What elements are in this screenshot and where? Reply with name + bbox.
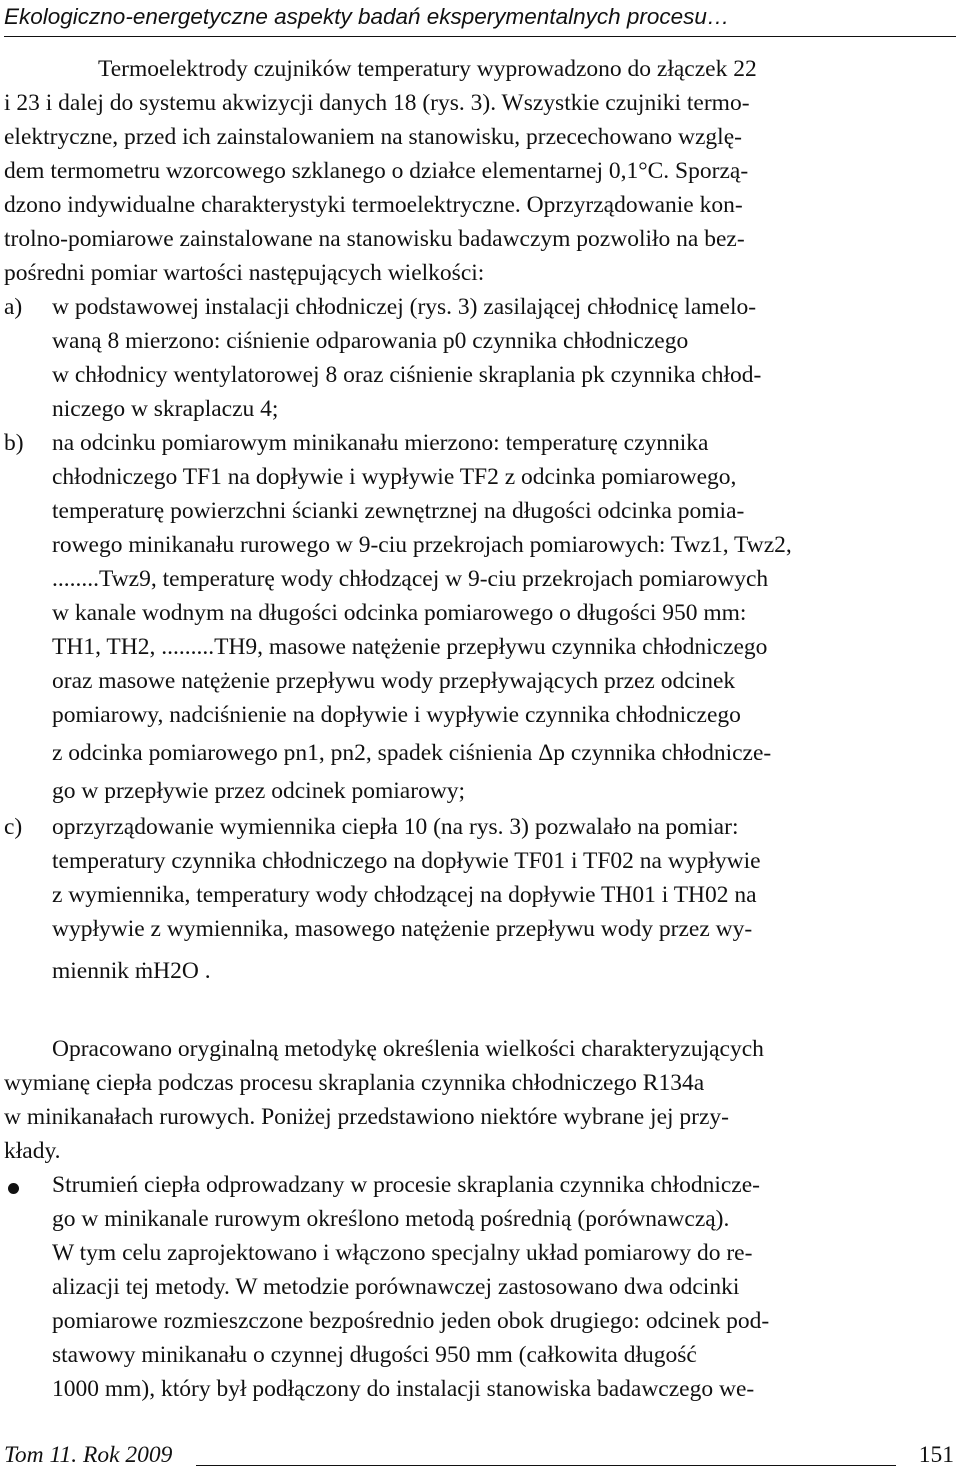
bullet-line: 1000 mm), który był podłączony do instalacji stanowiska badawczego we-: [52, 1376, 755, 1402]
list-line: rowego minikanału rurowego w 9-ciu przekrojach pomiarowych: Twz1, Twz2,: [52, 532, 792, 558]
paragraph-line: w minikanałach rurowych. Poniżej przedstawiono niektóre wybrane jej przy-: [4, 1104, 729, 1130]
paragraph-line: wymianę ciepła podczas procesu skraplania czynnika chłodniczego R134a: [4, 1070, 705, 1096]
bullet-line: Strumień ciepła odprowadzany w procesie skraplania czynnika chłodnicze-: [52, 1172, 760, 1198]
running-header: Ekologiczno-energetyczne aspekty badań eksperymentalnych procesu…: [4, 4, 730, 29]
list-line: TH1, TH2, .........TH9, masowe natężenie przepływu czynnika chłodniczego: [52, 634, 768, 660]
paragraph-line: kłady.: [4, 1138, 61, 1164]
list-line: ........Twz9, temperaturę wody chłodzącej w 9-ciu przekrojach pomiarowych: [52, 566, 769, 592]
paragraph-line: trolno-pomiarowe zainstalowane na stanowisku badawczym pozwoliło na bez-: [4, 226, 745, 252]
list-label-c: c): [4, 814, 23, 840]
list-line: z wymiennika, temperatury wody chłodzącej na dopływie TH01 i TH02 na: [52, 882, 757, 908]
bullet-line: pomiarowe rozmieszczone bezpośrednio jeden obok drugiego: odcinek pod-: [52, 1308, 770, 1334]
list-line: oprzyrządowanie wymiennika ciepła 10 (na rys. 3) pozwalało na pomiar:: [52, 814, 739, 840]
list-line: niczego w skraplaczu 4;: [52, 396, 279, 422]
paragraph-line: Opracowano oryginalną metodykę określenia wielkości charakteryzujących: [52, 1036, 764, 1062]
list-line: wypływie z wymiennika, masowego natężenie przepływu wody przez wy-: [52, 916, 753, 942]
paragraph-line: elektryczne, przed ich zainstalowaniem na stanowisku, przecechowano wzglę-: [4, 124, 742, 150]
list-line: temperaturę powierzchni ścianki zewnętrznej na długości odcinka pomia-: [52, 498, 745, 524]
bullet-line: alizacji tej metody. W metodzie porównawczej zastosowano dwa odcinki: [52, 1274, 740, 1300]
bullet-line: stawowy minikanału o czynnej długości 950 mm (całkowita długość: [52, 1342, 697, 1368]
list-line: chłodniczego TF1 na dopływie i wypływie TF2 z odcinka pomiarowego,: [52, 464, 737, 490]
list-line: oraz masowe natężenie przepływu wody przepływających przez odcinek: [52, 668, 736, 694]
list-line: z odcinka pomiarowego pn1, pn2, spadek ciśnienia Δp czynnika chłodnicze-: [52, 740, 772, 766]
bullet-line: W tym celu zaprojektowano i włączono specjalny układ pomiarowy do re-: [52, 1240, 753, 1266]
paragraph-line: dzono indywidualne charakterystyki termoelektryczne. Oprzyrządowanie kon-: [4, 192, 743, 218]
list-line: temperatury czynnika chłodniczego na dopływie TF01 i TF02 na wypływie: [52, 848, 761, 874]
list-line: pomiarowy, nadciśnienie na dopływie i wypływie czynnika chłodniczego: [52, 702, 741, 728]
list-line: w kanale wodnym na długości odcinka pomiarowego o długości 950 mm:: [52, 600, 747, 626]
footer-journal: Tom 11. Rok 2009: [4, 1442, 173, 1468]
bullet-icon: [8, 1183, 19, 1194]
paragraph-line: Termoelektrody czujników temperatury wyprowadzono do złączek 22: [98, 56, 757, 82]
footer-rule: [196, 1465, 896, 1466]
list-label-b: b): [4, 430, 24, 456]
list-line: go w przepływie przez odcinek pomiarowy;: [52, 778, 466, 804]
list-line: w podstawowej instalacji chłodniczej (rys. 3) zasilającej chłodnicę lamelo-: [52, 294, 757, 320]
list-line: w chłodnicy wentylatorowej 8 oraz ciśnienie skraplania pk czynnika chłod-: [52, 362, 762, 388]
list-line: na odcinku pomiarowym minikanału mierzono: temperaturę czynnika: [52, 430, 709, 456]
bullet-line: go w minikanale rurowym określono metodą pośrednią (porównawczą).: [52, 1206, 730, 1232]
paragraph-line: dem termometru wzorcowego szklanego o działce elementarnej 0,1°C. Sporzą-: [4, 158, 749, 184]
header-rule: [4, 36, 956, 37]
page-number: 151: [918, 1442, 954, 1468]
paragraph-line: i 23 i dalej do systemu akwizycji danych 18 (rys. 3). Wszystkie czujniki termo-: [4, 90, 750, 116]
list-label-a: a): [4, 294, 23, 320]
list-line: waną 8 mierzono: ciśnienie odparowania p0 czynnika chłodniczego: [52, 328, 689, 354]
paragraph-line: pośredni pomiar wartości następujących wielkości:: [4, 260, 485, 286]
list-line: miennik ṁH2O .: [52, 958, 211, 984]
